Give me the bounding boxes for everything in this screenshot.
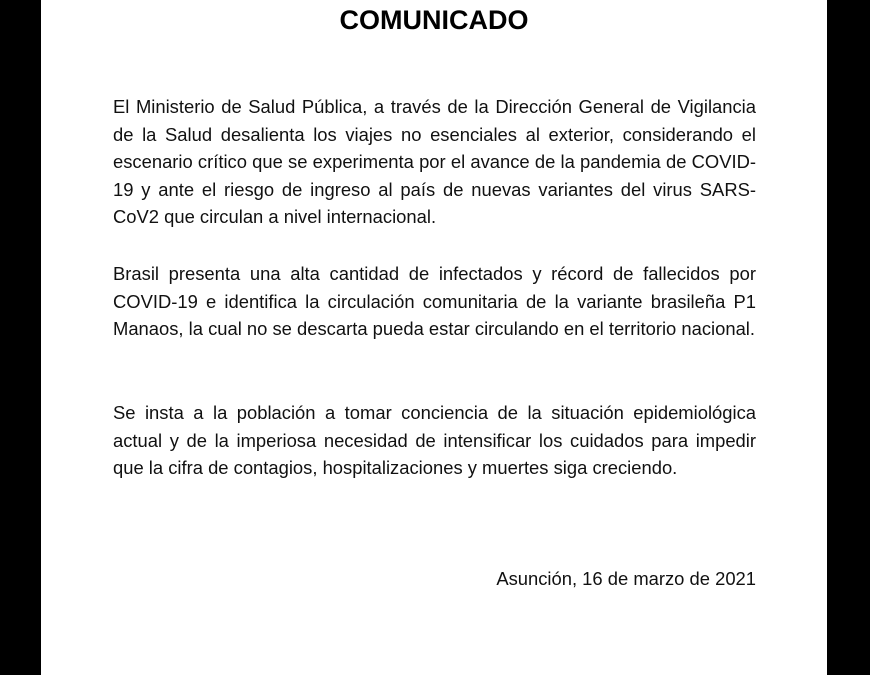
document-title: COMUNICADO: [339, 5, 529, 35]
paragraph-text: Se insta a la población a tomar conciencia de la situación epidemiológica actual y de la imperiosa necesidad de intensificar los cuidados para impedir que la cifra de contagios, hospitalizaciones y muertes siga creciendo.: [113, 402, 756, 479]
document-page: [41, 0, 827, 675]
signature-date-line: Asunción, 16 de marzo de 2021: [496, 568, 756, 589]
paragraph-text: Brasil presenta una alta cantidad de infectados y récord de fallecidos por COVID-19 e identifica la circulación comunitaria de la variante brasileña P1 Manaos, la cual no se descarta pueda estar circulando en el territorio nacional.: [113, 263, 756, 340]
paragraph-public-call: [113, 399, 756, 482]
paragraph-brazil-variant: [113, 260, 756, 343]
paragraph-travel-advisory: [113, 93, 756, 231]
paragraph-text: El Ministerio de Salud Pública, a través de la Dirección General de Vigilancia de la Salud desalienta los viajes no esenciales al exterior, considerando el escenario crítico que se experimenta por el avance de la pandemia de COVID-19 y ante el riesgo de ingreso al país de nuevas variantes del virus SARS-CoV2 que circulan a nivel internacional.: [113, 96, 756, 228]
